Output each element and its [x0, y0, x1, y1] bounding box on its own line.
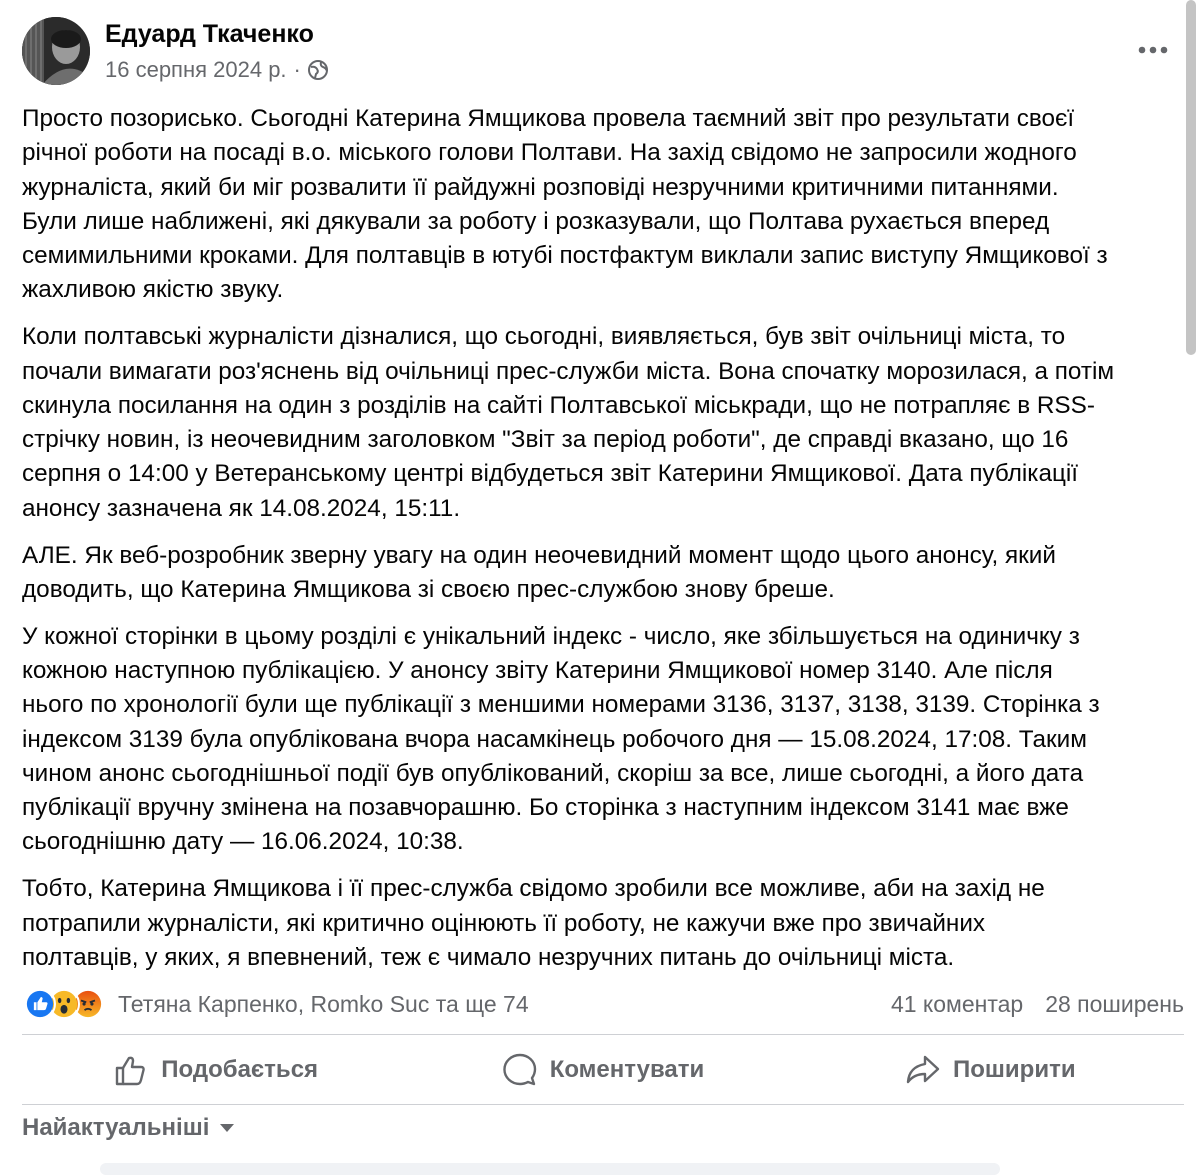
share-count[interactable]: 28 поширень — [1045, 991, 1184, 1017]
scrollbar[interactable] — [1184, 0, 1198, 1169]
thumbs-up-icon — [113, 1052, 149, 1088]
meta-separator: · — [293, 57, 301, 82]
divider — [22, 1104, 1184, 1105]
comment-count[interactable]: 41 коментар — [890, 991, 1024, 1017]
like-button[interactable] — [22, 1037, 409, 1103]
like-reaction-icon — [24, 988, 56, 1020]
share-button[interactable] — [797, 1037, 1184, 1103]
comment-preview-edge — [100, 1163, 1000, 1175]
post-date[interactable]: 16 серпня 2024 р. — [105, 57, 287, 82]
post-paragraph: Просто позорисько. Сьогодні Катерина Ямщикова провела таємний звіт про результати своєї річної роботи на посаді в.о. міського голови Полтави. На захід свідомо не запросили жодного журналіста, який би міг розвалити її райдужні розповіді незручними критичними питаннями. Були лише наближені, які дякували за роботу і розказували, що Полтава рухається вперед семимильними кроками. Для полтавців в ютубі постфактум виклали запис виступу Ямщикової з жахливою якістю звуку. — [22, 105, 1108, 304]
reactions-summary[interactable] — [24, 988, 529, 1020]
post-paragraph: Тобто, Катерина Ямщикова і її прес-служба свідомо зробили все можливе, аби на захід не потрапили журналісти, які критично оцінюють її роботу, не кажучи вже про звичайних полтавців, у яких, я впевнений, теж є чимало незручних питань до очільниці міста. — [22, 875, 1045, 971]
more-options-button[interactable] — [1132, 36, 1174, 64]
globe-icon — [307, 59, 329, 81]
comment-bubble-icon — [502, 1052, 538, 1088]
post-body — [22, 102, 1187, 988]
comment-button[interactable] — [409, 1037, 796, 1103]
author-name[interactable]: Едуард Ткаченко — [105, 20, 314, 48]
share-label: Поширити — [953, 1056, 1076, 1083]
reaction-icons — [24, 988, 96, 1020]
post-meta — [105, 57, 329, 83]
engagement-counts — [891, 991, 1184, 1018]
reaction-names[interactable]: Тетяна Карпенко, Romko Suc та ще 74 — [118, 990, 529, 1017]
share-arrow-icon — [905, 1052, 941, 1088]
caret-down-icon — [219, 1123, 235, 1133]
sort-label: Найактуальніші — [22, 1114, 210, 1141]
avatar-image — [22, 17, 90, 85]
scrollbar-thumb[interactable] — [1186, 0, 1196, 355]
post-paragraph: У кожної сторінки в цьому розділі є унікальний індекс - число, яке збільшується на одиничку з кожною наступною публікацією. У анонсу звіту Катерини Ямщикової номер 3140. Але після нього по хронології були ще публікації з меншими номерами 3136, 3137, 3138, 3139. Сторінка з індексом 3139 була опублікована вчора насамкінець робочого дня — 15.08.2024, 17:08. Таким чином анонс сьогоднішньої події був опублікований, скоріш за все, лише сьогодні, а його дата публікації вручну змінена на позавчорашню. Бо сторінка з наступним індексом 3141 має вже сьогоднішню дату — 16.06.2024, 10:38. — [22, 622, 1100, 856]
comment-label: Коментувати — [549, 1056, 705, 1083]
divider — [22, 1034, 1184, 1035]
post-paragraph: Коли полтавські журналісти дізналися, що сьогодні, виявляється, був звіт очільниці міста, то почали вимагати роз'яснень від очільниці прес-служби міста. Вона спочатку морозилася, а потім скинула посилання на один з розділів на сайті Полтавської міськради, що не потрапляє в RSS- стрічку новин, із неочевидним заголовком "Звіт за період роботи", де справді вказано, що 16 серпня о 14:00 у Ветеранському центрі відбудеться звіт Катерини Ямщикової. Дата публікації анонсу зазначена як 14.08.2024, 15:11. — [22, 323, 1115, 522]
like-label: Подобається — [161, 1056, 319, 1083]
post-paragraph: АЛЕ. Як веб-розробник зверну увагу на один неочевидний момент щодо цього анонсу, який доводить, що Катерина Ямщикова зі своєю прес-службою знову бреше. — [22, 541, 1056, 603]
more-horizontal-icon — [1138, 46, 1168, 54]
author-avatar[interactable] — [22, 17, 90, 85]
action-bar — [22, 1037, 1184, 1103]
comment-sort-dropdown[interactable] — [22, 1114, 235, 1142]
